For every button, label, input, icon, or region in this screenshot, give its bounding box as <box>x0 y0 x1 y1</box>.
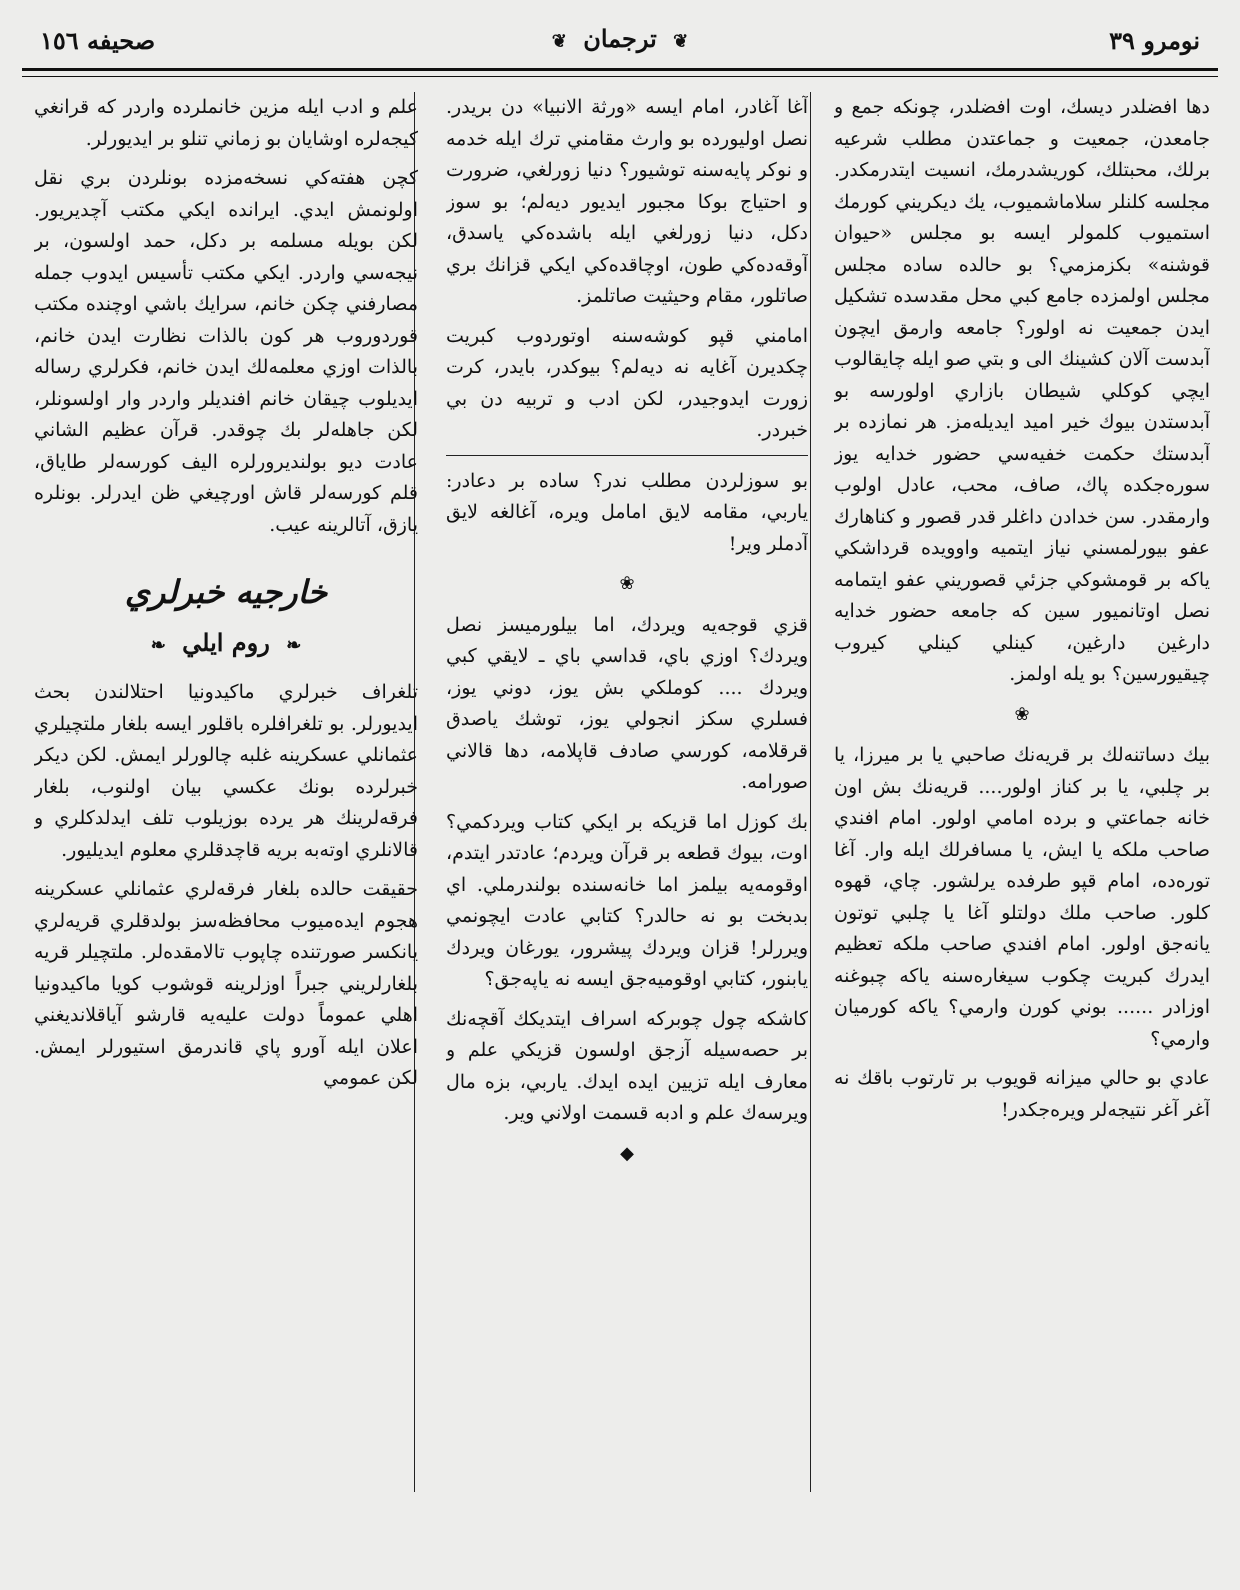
article-paragraph: حقيقت حالده بلغار فرقه‌لري عثمانلي عسكرينه هجوم ايده‌ميوب محافظه‌سز بولدقلري قريه‌لري يانكسر صورتنده چاپوب تالا‌مقده‌لر. ملتچيلر قريه بلغارلريني جبراً اوزلرينه قوشوب كويا ماكيدونيا اهلي عموماً دولت عليه‌يه قارشو آياقلانديغني اعلان ايله آورو پاي قاندرمق استيورلر ايمش. لكن عمومي <box>34 878 418 1089</box>
column-middle <box>446 92 808 1482</box>
ornament-icon: ❧ <box>150 634 166 656</box>
ornament-icon: ❦ <box>673 31 689 52</box>
subsection-title <box>34 627 418 662</box>
end-ornament-icon: ◆ <box>620 1142 634 1164</box>
ornament-icon: ❧ <box>286 634 302 656</box>
article-paragraph: قزي قوجه‌يه ويردك، اما بيلورميسز نصل ويردك؟ اوزي باي، قداسي باي ـ لايقي كبي ويردك .... كوملكي بش يوز، دوني يوز، فسلري سكز انجولي يوز، توشك ياصدق قرقلامه، كورسي صادف قاپلامه، دها قالاني صورامه. <box>446 613 808 793</box>
ornament-icon: ❦ <box>551 31 567 52</box>
article-paragraph: كاشكه چول چوبركه اسراف ايتديكك آقچه‌نك بر حصه‌سيله آز‌جق اولسون قزيكي علم و معارف ايله تزيين ايده ايدك. ياربي، بزه مال ويرسه‌ك علم و ادبه قسمت اولاني وير. <box>446 1007 808 1124</box>
column-right <box>834 92 1210 1482</box>
article-paragraph: كچن هفته‌كي نسخه‌مزده بونلردن بري نقل اولونمش ايدي. ايرانده ايكي مكتب آچديريور. لكن بويله مسلمه بر دكل، حمد اولسون، بر نيجه‌سي واردر. ايكي مكتب تأسيس ايدوب جمله مصارفني چكن خانم، سرايك باشي اوچنده مكتب قوردوروب هر كون بالذات نظارت ايدن خانم، بالذات اوزي معلمه‌لك ايدن خانم، فكرلري رساله ايديلوب چيقان خانم افنديلر واردر وار اولسونلر، لكن جاهله‌لر بك چوقدر. قرآن عظيم الشاني عادت ديو بولنديرورلره اليف كورسه‌لر طاياق، قلم كورسه‌لر قاش اورچيغي ظن ايدرلر. بونلره يازق، آتالرينه عيب. <box>34 167 418 536</box>
header-rule <box>22 68 1218 71</box>
article-paragraph: دها افضلدر ديسك، اوت افضلدر، چونكه جمع و جامعدن، جمعيت و جماعتدن مطلب شرعيه برلك، محبتلك، كوريشدرمك، انسيت ايتدرمكدر. مجلسه كلنلر سلاماشميوب، يك ديكريني كورمك استميوب كلمولر ايسه بو مجلس «حيوان قوشنه» بكزمزمي؟ بو حالده ساده مجلس مجلس اولمزده جامع كبي محل مقدسده تشكيل ايدن جمعيت نه اولور؟ جامعه وارمق ايچون آبدست آلان كشينك الى و بتي صو ايله چايقالوب ايچي كوكلي شيطان بازاري اولورسه بو آبدستدن بيوك خير اميد ايديله‌مز. هر نمازده بر آبدستك حكمت خفيه‌سي حضور خدايه يوز سوره‌جكده پاك، صاف، محب، عادل اولوب وارمقدر. سن خدادن داغلر قدر قصور و كناهارك عفو بيورلمسني نياز ايتميه واوويده قرداشكي ياكه بر قومشوكي جزئي قصوريني عفو ايتمامه نصل اوتانميور سين كه جامعه حضور خدايه دارغين دارغين، كينلي كينلي كيروب چيقيورسين؟ بو يله اولمز. <box>834 96 1210 685</box>
article-paragraph: بيك دساتنه‌لك بر قريه‌نك صاحبي يا بر ميرزا، يا بر چلبي، يا بر كناز اولور.... قريه‌نك بش اون خانه جماعتي و برده امامي اولور. امام افندي صاحب ملكه يا ايش، يا مسافرلك ايله وار. آغا توره‌ده، امام قپو طرفده يرلشور. چاي، قهوه كلور. صاحب ملك دولتلو آغا يا چلبي توتون يانه‌جق اولور. امام افندي صاحب ملكه تعظيم ايدرك كبريت چكوب سيغاره‌سنه ياكه چبوغنه اوزادر ...... بوني كورن وارمي؟ ياكه كورميان وارمي؟ <box>834 744 1210 1050</box>
article-paragraph: تلغراف خبرلري ماكيدونيا احتلالندن بحث ايديورلر. بو تلغرافلره باقلور ايسه بلغار ملتچيلري عثمانلي عسكرينه غلبه چالورلر ايمش. لكن ديكر خبرلرده بونك عكسي بيان اولنوب، بلغار فرقه‌لرينك هر يرده بوزيلوب تلف ايدلدكلري و قالانلري اوته‌به بريه قاچدقلري معلوم ايديليور. <box>34 681 418 861</box>
article-paragraph: بك كوزل اما قزيكه بر ايكي كتاب ويردكمي؟ اوت، بيوك قطعه بر قرآن ويردم؛ عادتدر ايتدم، اوقومه‌يه بيلمز اما خانه‌سنده بولندرملي. اي بدبخت بو نه حالدر؟ كتابي عادت ايچونمي ويررلر! قزان ويردك پيشرور، يورغان ويردك يابنور، كتابي اوقوميه‌جق ايسه نه ياپه‌جق؟ <box>446 810 808 990</box>
section-separator: ❀ <box>619 573 635 594</box>
page-number: صحيفه ١٥٦ <box>40 26 156 55</box>
section-separator: ❀ <box>1014 703 1030 725</box>
divider <box>446 455 808 456</box>
masthead <box>544 24 696 53</box>
subsection-title-text: روم ايلي <box>182 627 270 657</box>
header-rule-thin <box>22 76 1218 77</box>
article-paragraph: بو سوزلردن مطلب ندر؟ ساده بر دعادر: ياربي، مقامه لايق امامل ويره، آغالغه لايق آدملر وير! <box>446 469 808 555</box>
article-paragraph: علم و ادب ايله مزين خانملرده واردر كه قرانغي كيجه‌لره اوشايان بو زماني تنلو بر ايديورلر. <box>34 96 418 150</box>
article-paragraph: آغا آغادر، امام ايسه «ورثة الانبيا» دن بريدر. نصل اوليورده بو وارث مقامني ترك ايله خدمه و نوكر پايه‌سنه توشيور؟ دنيا زورلغي، ضرورت و احتياج بوكا مجبور ايديور ديه‌لم؛ بو سوز دكل، دنيا زورلغي ايله باشده‌كي ياسدق، آوقه‌ده‌كي طون، اوچاقده‌كي ايكي قزانك بري صاتلور، مقام وحيثيت صاتلمز. <box>446 96 808 307</box>
issue-number: نومرو ٣٩ <box>1109 26 1200 55</box>
article-paragraph: امامني قپو كوشه‌سنه اوتوردوب كبريت چكديرن آغايه نه ديه‌لم؟ بيوكدر، بايدر، كرت زورت ايدوجيدر، لكن ادب و تربيه دن بي خبردر. <box>446 324 808 441</box>
newspaper-title: ترجمان <box>583 24 657 53</box>
page-header <box>30 22 1210 62</box>
column-left <box>34 92 418 1482</box>
article-paragraph: عادي بو حالي ميزانه قويوب بر تارتوب باقك نه آغر آغر نتيجه‌لر ويره‌جكدر! <box>834 1067 1210 1121</box>
column-divider <box>810 92 811 1492</box>
section-title: خارجيه خبرلري <box>124 573 328 611</box>
